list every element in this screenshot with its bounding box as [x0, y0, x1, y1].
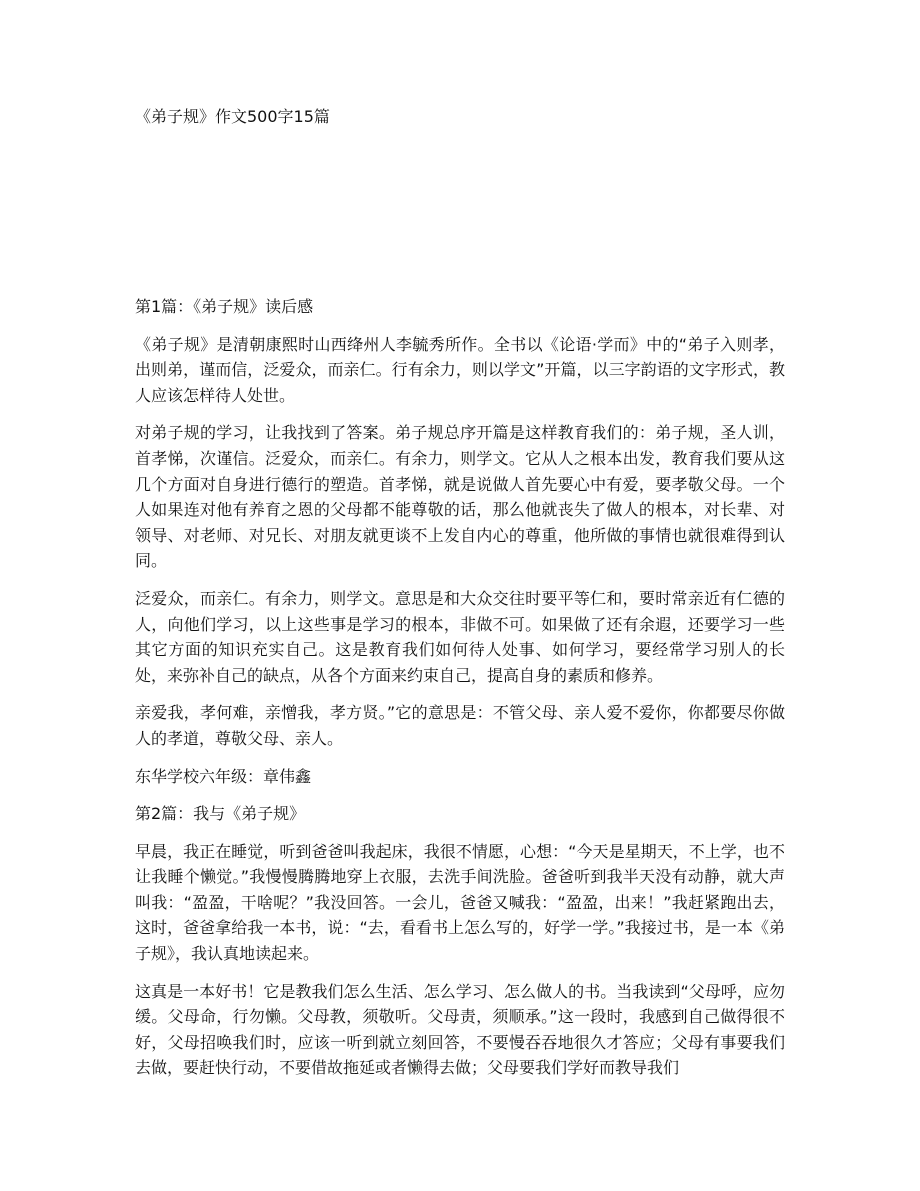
section-heading: 第2篇：我与《弟子规》: [135, 804, 306, 824]
paragraph: 这真是一本好书！它是教我们怎么生活、怎么学习、怎么做人的书。当我读到“父母呼，应勿缓。父母命，行勿懒。父母教，须敬听。父母责，须顺承。”这一段时，我感到自己做得很不好，父母招唤我们时，应该一听到就立刻回答，不要慢吞吞地很久才答应；父母有事要我们去做，要赶快行动，不要借故拖延或者懒得去做；父母要我们学好而教导我们: [135, 981, 785, 1078]
document-body: [135, 294, 785, 1093]
paragraph: 亲爱我，孝何难，亲憎我，孝方贤。”它的意思是：不管父母、亲人爱不爱你，你都要尽你做人的孝道，尊敬父母、亲人。: [135, 703, 785, 748]
author-line: 东华学校六年级：章伟鑫: [135, 766, 312, 786]
paragraph: 《弟子规》是清朝康熙时山西绛州人李毓秀所作。全书以《论语·学而》中的“弟子入则孝，出则弟，谨而信，泛爱众，而亲仁。行有余力，则以学文”开篇，以三字韵语的文字形式，教人应该怎样待人处世。: [135, 334, 785, 405]
paragraph: 对弟子规的学习，让我找到了答案。弟子规总序开篇是这样教育我们的：弟子规，圣人训，首孝悌，次谨信。泛爱众，而亲仁。有余力，则学文。它从人之根本出发，教育我们要从这几个方面对自身进行德行的塑造。首孝悌，就是说做人首先要心中有爱，要孝敬父母。一个人如果连对他有养育之恩的父母都不能尊敬的话，那么他就丧失了做人的根本，对长辈、对领导、对老师、对兄长、对朋友就更谈不上发自内心的尊重，他所做的事情也就很难得到认同。: [135, 423, 785, 571]
paragraph: 早晨，我正在睡觉，听到爸爸叫我起床，我很不情愿，心想：“今天是星期天，不上学，也不让我睡个懒觉。”我慢慢腾腾地穿上衣服，去洗手间洗脸。爸爸听到我半天没有动静，就大声叫我：“盈盈，干啥呢？”我没回答。一会儿，爸爸又喊我：“盈盈，出来！”我赶紧跑出去，这时，爸爸拿给我一本书，说：“去，看看书上怎么写的，好学一学。”我接过书，是一本《弟子规》，我认真地读起来。: [135, 841, 785, 964]
document-title: 《弟子规》作文500字15篇: [135, 107, 330, 126]
paragraph: 泛爱众，而亲仁。有余力，则学文。意思是和大众交往时要平等仁和，要时常亲近有仁德的人，向他们学习，以上这些事是学习的根本，非做不可。如果做了还有余遐，还要学习一些其它方面的知识充实自己。这是教育我们如何待人处事、如何学习，要经常学习别人的长处，来弥补自己的缺点，从各个方面来约束自己，提高自身的素质和修养。: [135, 588, 785, 685]
section-heading: 第1篇：《弟子规》读后感: [135, 297, 314, 316]
